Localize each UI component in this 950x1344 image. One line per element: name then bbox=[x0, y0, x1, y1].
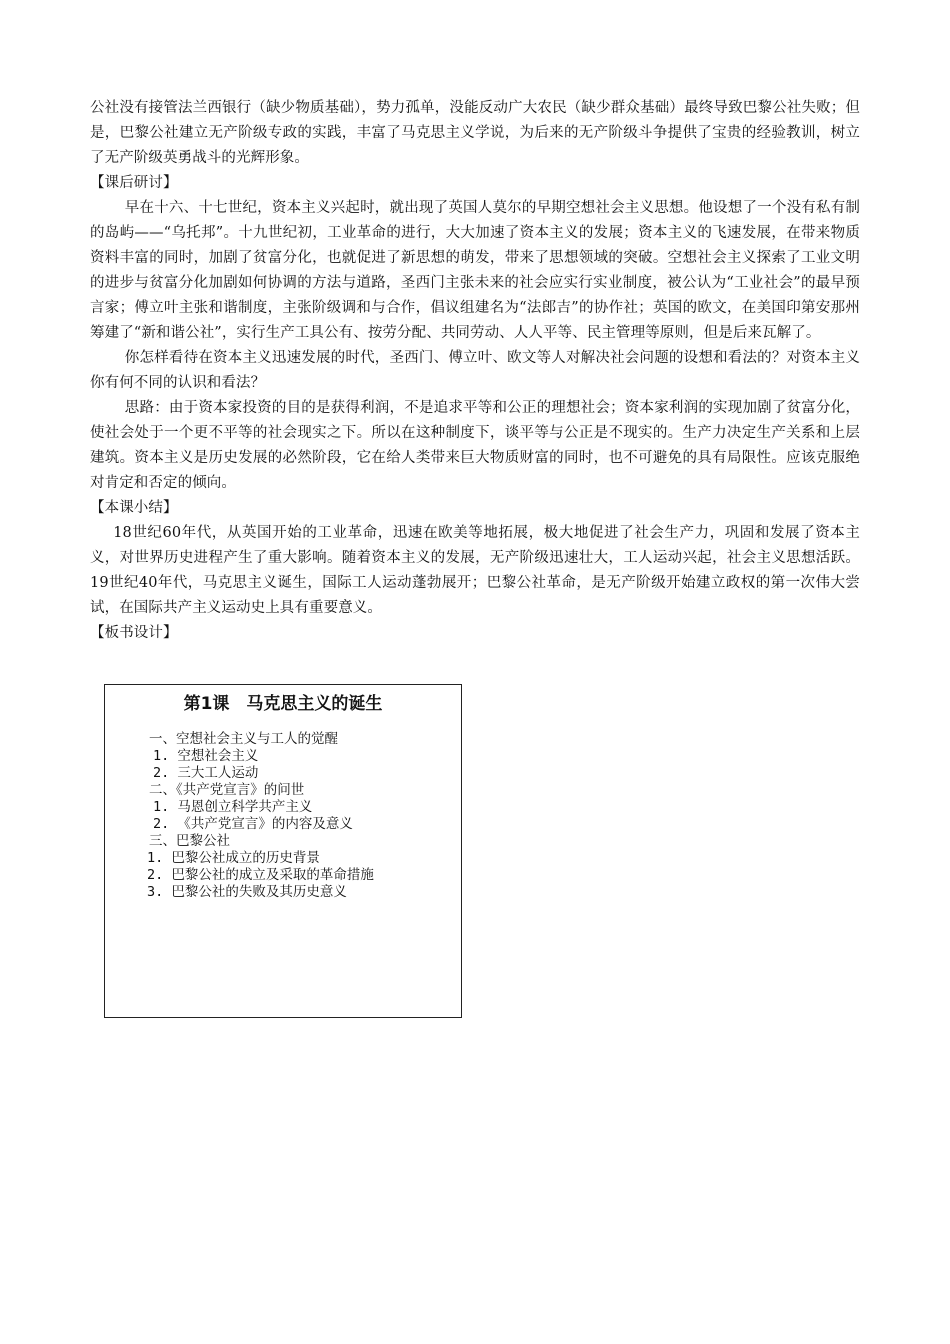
research-paragraph-1: 早在十六、十七世纪，资本主义兴起时，就出现了英国人莫尔的早期空想社会主义思想。他设想了一个没有私有制的岛屿——“乌托邦”。十九世纪初，工业革命的进行，大大加速了资本主义的发展；资本主义的飞速发展，在带来物质资料丰富的同时，加剧了贫富分化，也就促进了新思想的萌发，带来了思想领域的突破。空想社会主义探索了工业文明的进步与贫富分化加剧如何协调的方法与道路，圣西门主张未来的社会应实行实业制度，被公认为“工业社会”的最早预言家；傅立叶主张和谐制度，主张阶级调和与合作，倡议组建名为“法郎吉”的协作社；英国的欧文，在美国印第安那州筹建了“新和谐公社”，实行生产工具公有、按劳分配、共同劳动、人人平等、民主管理等原则，但是后来瓦解了。 bbox=[90, 200, 860, 341]
board-item: 3. 巴黎公社的失败及其历史意义 bbox=[147, 884, 347, 900]
board-item: 1. 空想社会主义 bbox=[153, 748, 259, 764]
board-item: 二、《共产党宣言》的问世 bbox=[149, 782, 305, 798]
board-design-box bbox=[104, 684, 462, 1018]
board-title: 第1课 马克思主义的诞生 bbox=[183, 694, 383, 714]
summary-heading: 【本课小结】 bbox=[90, 500, 178, 516]
summary-paragraph: 18世纪60年代，从英国开始的工业革命，迅速在欧美等地拓展，极大地促进了社会生产力，巩固和发展了资本主义，对世界历史进程产生了重大影响。随着资本主义的发展，无产阶级迅速壮大，工人运动兴起，社会主义思想活跃。19世纪40年代，马克思主义诞生，国际工人运动蓬勃展开；巴黎公社革命，是无产阶级开始建立政权的第一次伟大尝试，在国际共产主义运动史上具有重要意义。 bbox=[90, 525, 860, 616]
board-item: 2. 三大工人运动 bbox=[153, 765, 259, 781]
board-outline bbox=[105, 731, 461, 901]
board-heading: 【板书设计】 bbox=[90, 625, 178, 641]
board-item: 三、巴黎公社 bbox=[149, 833, 230, 849]
intro-paragraph: 公社没有接管法兰西银行（缺少物质基础），势力孤单，没能反动广大农民（缺少群众基础）最终导致巴黎公社失败；但是，巴黎公社建立无产阶级专政的实践，丰富了马克思主义学说，为后来的无产阶级斗争提供了宝贵的经验教训，树立了无产阶级英勇战斗的光辉形象。 bbox=[90, 100, 860, 166]
document-body bbox=[90, 96, 860, 646]
board-item: 一、空想社会主义与工人的觉醒 bbox=[149, 731, 338, 747]
research-paragraph-2: 你怎样看待在资本主义迅速发展的时代，圣西门、傅立叶、欧文等人对解决社会问题的设想和看法的？对资本主义你有何不同的认识和看法？ bbox=[90, 350, 860, 391]
research-heading: 【课后研讨】 bbox=[90, 175, 178, 191]
board-item: 1. 马恩创立科学共产主义 bbox=[153, 799, 313, 815]
board-item: 2. 《共产党宣言》的内容及意义 bbox=[153, 816, 353, 832]
board-item: 1. 巴黎公社成立的历史背景 bbox=[147, 850, 320, 866]
board-item: 2. 巴黎公社的成立及采取的革命措施 bbox=[147, 867, 374, 883]
research-paragraph-3: 思路：由于资本家投资的目的是获得利润，不是追求平等和公正的理想社会；资本家利润的实现加剧了贫富分化，使社会处于一个更不平等的社会现实之下。所以在这种制度下，谈平等与公正是不现实的。生产力决定生产关系和上层建筑。资本主义是历史发展的必然阶段，它在给人类带来巨大物质财富的同时，也不可避免的具有局限性。应该克服绝对肯定和否定的倾向。 bbox=[90, 400, 860, 491]
